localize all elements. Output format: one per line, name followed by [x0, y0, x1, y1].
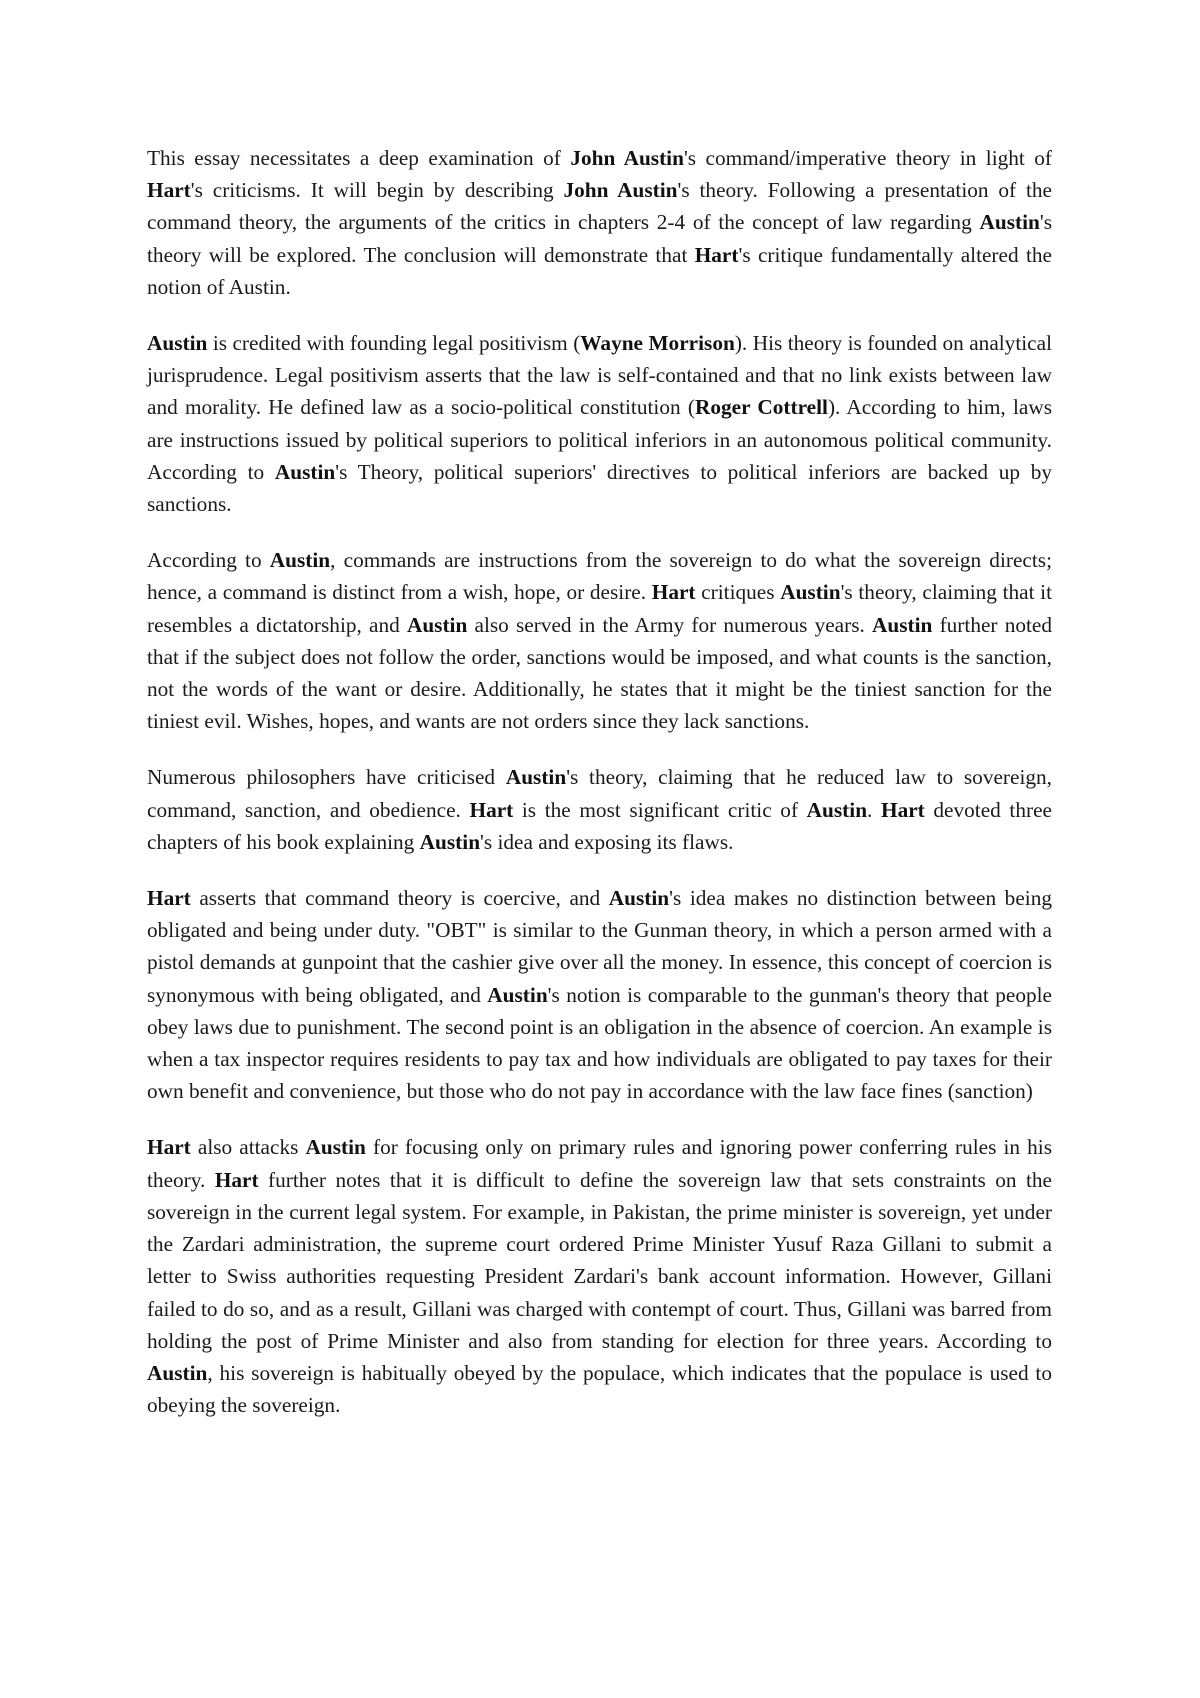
bold-name: Wayne Morrison: [580, 331, 735, 356]
text-run: 's theory, claiming that it resembles a dictatorship, and: [147, 580, 1053, 637]
text-run: , his sovereign is habitually obeyed by the populace, which indicates that the populace is used to obeying the sovereign.: [147, 1360, 1052, 1418]
text-run: ). According to him, laws are instructions issued by political superiors to political inferiors in an autonomous political community. According to: [147, 395, 1052, 484]
text-run: 's Theory, political superiors' directives to political inferiors are backed up by sanctions.: [147, 459, 1052, 517]
text-run: critiques: [695, 580, 781, 605]
text-run: also served in the Army for numerous years.: [467, 612, 873, 637]
text-run: According to: [147, 548, 270, 573]
bold-name: Austin: [269, 548, 331, 573]
paragraph-commands: [147, 544, 1052, 737]
text-run: 's command/imperative theory in light of: [683, 146, 1053, 170]
text-run: 's theory. Following a presentation of the command theory, the arguments of the critics in chapters 2-4 of the concept of law regarding: [147, 178, 1053, 235]
bold-name: Austin: [608, 886, 670, 911]
bold-name: John Austin: [563, 178, 678, 203]
text-run: asserts that command theory is coercive, and: [190, 886, 609, 911]
text-run: is credited with founding legal positivism (: [207, 331, 581, 356]
text-run: devoted three chapters of his book explaining: [147, 797, 1052, 854]
paragraph-introduction: [147, 142, 1052, 303]
bold-name: Hart: [881, 797, 925, 822]
bold-name: Austin: [780, 580, 841, 605]
text-run: 's critique fundamentally altered the notion of Austin.: [147, 242, 1052, 299]
text-run: 's idea makes no distinction between being obligated and being under duty. "OBT" is similar to the Gunman theory, in which a person armed with a pistol demands at gunpoint that the cashier give over all the money. In essence, this concept of coercion is synonymous with being obligated, and: [147, 886, 1052, 1007]
document-page: [147, 142, 1052, 1445]
bold-name: Austin: [979, 210, 1040, 235]
text-run: 's theory will be explored. The conclusion will demonstrate that: [147, 210, 1052, 267]
bold-name: Austin: [872, 612, 933, 637]
bold-name: Austin: [505, 765, 567, 790]
bold-name: Austin: [419, 829, 481, 854]
text-run: 's criticisms. It will begin by describing: [190, 178, 564, 203]
bold-name: Hart: [147, 1135, 191, 1160]
text-run: is the most significant critic of: [513, 797, 807, 822]
text-run: 's notion is comparable to the gunman's theory that people obey laws due to punishment. The second point is an obligation in the absence of coercion. An example is when a tax inspector requires residents to pay tax and how individuals are obligated to pay taxes for their own benefit and convenience, but those who do not pay in accordance with the law face fines (sanction): [147, 982, 1052, 1104]
bold-name: Hart: [147, 886, 191, 911]
bold-name: Austin: [806, 797, 868, 822]
bold-name: Hart: [147, 178, 191, 203]
paragraph-critics: [147, 761, 1052, 858]
text-run: 's theory, claiming that he reduced law to sovereign, command, sanction, and obedience.: [147, 765, 1053, 822]
text-run: Numerous philosophers have criticised: [147, 765, 506, 790]
bold-name: Roger Cottrell: [694, 395, 828, 420]
paragraph-power-conferring-rules: [147, 1131, 1052, 1421]
text-run: , commands are instructions from the sovereign to do what the sovereign directs; hence, a command is distinct from a wish, hope, or desire.: [147, 548, 1052, 605]
bold-name: Hart: [651, 580, 696, 605]
text-run: This essay necessitates a deep examination of: [147, 146, 571, 170]
text-run: also attacks: [190, 1135, 306, 1160]
text-run: ). His theory is founded on analytical jurisprudence. Legal positivism asserts that the law is self-contained and that no link exists between law and morality. He defined law as a socio-political constitution (: [147, 331, 1052, 420]
text-run: for focusing only on primary rules and ignoring power conferring rules in his theory.: [147, 1135, 1052, 1192]
text-run: further noted that if the subject does not follow the order, sanctions would be imposed, and what counts is the sanction, not the words of the want or desire. Additionally, he states that it might be the tiniest sanction for the tiniest evil. Wishes, hopes, and wants are not orders since they lack sanctions.: [147, 612, 1053, 734]
paragraph-legal-positivism: [147, 327, 1052, 520]
bold-name: Austin: [406, 612, 468, 637]
bold-name: John Austin: [570, 146, 684, 170]
paragraph-coercion: [147, 882, 1052, 1107]
bold-name: Hart: [214, 1167, 259, 1192]
text-run: further notes that it is difficult to define the sovereign law that sets constraints on the sovereign in the current legal system. For example, in Pakistan, the prime minister is sovereign, yet under the Zardari administration, the supreme court ordered Prime Minister Yusuf Raza Gillani to submit a letter to Swiss authorities requesting President Zardari's bank account information. However, Gillani failed to do so, and as a result, Gillani was charged with contempt of court. Thus, Gillani was barred from holding the post of Prime Minister and also from standing for election for three years. According to: [147, 1167, 1052, 1353]
bold-name: Austin: [147, 1360, 208, 1385]
text-run: 's idea and exposing its flaws.: [480, 829, 734, 854]
bold-name: Hart: [694, 242, 739, 267]
bold-name: Austin: [147, 331, 208, 356]
bold-name: Austin: [487, 982, 548, 1007]
bold-name: Austin: [305, 1135, 366, 1160]
text-run: .: [867, 797, 881, 822]
bold-name: Hart: [469, 797, 514, 822]
bold-name: Austin: [274, 459, 336, 484]
